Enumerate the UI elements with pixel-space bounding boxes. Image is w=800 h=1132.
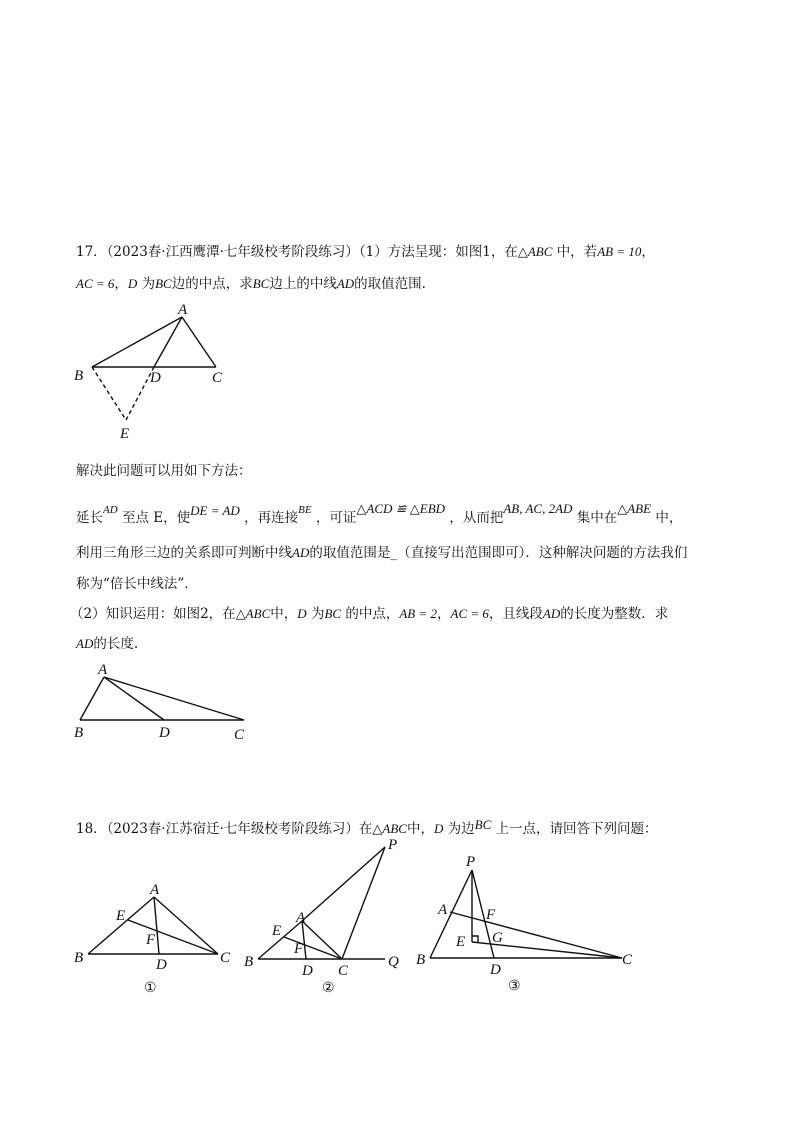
math-d: D xyxy=(433,821,444,836)
math-triangle-abe: △ABE xyxy=(617,501,652,516)
q17-line-1 xyxy=(76,242,655,262)
fig1-label-c: C xyxy=(212,370,223,386)
math-d: D xyxy=(127,276,138,291)
fb-label-a: A xyxy=(296,910,306,926)
math-ab-10: AB = 10 xyxy=(597,244,642,259)
q18-text: 为边 xyxy=(447,821,475,837)
q17-text: 的取值范围是_（直接写出范围即可）．这种解决问题的方法我们 xyxy=(309,545,688,561)
q17-text: ， xyxy=(641,244,655,260)
math-ac-6: AC = 6 xyxy=(76,276,115,291)
fb-label-d: D xyxy=(302,963,313,979)
math-de-ad: DE = AD xyxy=(190,503,240,518)
fb-label-p: P xyxy=(388,837,398,853)
math-triangle-abc: △ABC xyxy=(235,606,271,621)
math-sides: AB, AC, 2AD xyxy=(503,501,573,516)
fa-caption: ① xyxy=(144,981,157,996)
fb-segment-ec xyxy=(284,937,342,959)
fa-label-d: D xyxy=(156,957,167,973)
q17-line-2 xyxy=(76,274,426,294)
math-triangle-abc: △ABC xyxy=(517,244,553,259)
q17-text: 中， xyxy=(270,606,298,622)
fc-caption: ③ xyxy=(508,979,521,994)
q17-source: （2023春·江西鹰潭·七年级校考阶段练习） xyxy=(106,244,359,260)
math-bc: BC xyxy=(474,817,492,832)
fc-label-c: C xyxy=(622,952,633,968)
fc-label-b: B xyxy=(416,952,426,968)
fc-label-a: A xyxy=(438,902,448,918)
math-d: D xyxy=(297,606,307,621)
fa-label-e: E xyxy=(116,908,126,924)
math-ad: AD xyxy=(103,504,118,516)
q17-line-6: 称为“倍长中线法”． xyxy=(76,576,198,592)
q18-source: （2023春·江苏宿迁·七年级校考阶段练习） xyxy=(106,821,359,837)
q17-text: 为 xyxy=(310,606,325,622)
q17-text: 的长度. xyxy=(93,636,139,652)
q17-text: 边的中点，求 xyxy=(171,276,253,292)
fb-label-f: F xyxy=(294,941,304,957)
fc-label-d: D xyxy=(490,962,501,978)
q17-line-7 xyxy=(70,604,668,624)
fig2-segment-ac xyxy=(104,677,244,720)
math-ac-6: AC = 6 xyxy=(450,606,489,621)
fc-label-f: F xyxy=(486,907,496,923)
fa-segment-ac xyxy=(154,897,218,954)
math-ad: AD xyxy=(292,545,310,560)
fb-segment-pc xyxy=(342,847,385,959)
fb-segment-ap xyxy=(302,847,385,921)
fig2-label-d: D xyxy=(159,725,170,741)
fc-segment-ac xyxy=(450,912,622,958)
fa-label-a: A xyxy=(150,882,160,898)
fc-right-angle-mark xyxy=(472,936,478,942)
q17-method-intro: 解决此问题可以用如下方法： xyxy=(76,463,252,479)
q17-text: 为 xyxy=(141,276,156,292)
q17-text: 集中在 xyxy=(576,510,618,526)
fc-label-p: P xyxy=(466,854,476,870)
fig1-segment-ac xyxy=(182,317,216,367)
fig2-label-a: A xyxy=(98,662,108,678)
q17-text: ，可证 xyxy=(315,510,357,526)
math-ad: AD xyxy=(336,276,355,291)
q17-text: 中，若 xyxy=(556,244,598,260)
math-bc: BC xyxy=(324,606,342,621)
math-ad: AD xyxy=(542,606,561,621)
q17-text: 至点 E，使 xyxy=(121,510,191,526)
q17-text: 延长 xyxy=(76,510,103,526)
fb-label-e: E xyxy=(272,923,282,939)
q18-text: 中， xyxy=(406,821,434,837)
figure-2 xyxy=(70,660,260,745)
math-bc: BC xyxy=(252,276,270,291)
q17-line-4 xyxy=(76,492,682,535)
q18-text: 在 xyxy=(358,821,373,837)
fb-label-q: Q xyxy=(388,954,399,970)
fig2-segment-ad xyxy=(104,677,164,720)
fb-caption: ② xyxy=(322,981,335,996)
q17-line-8 xyxy=(76,634,138,654)
math-bc: BC xyxy=(155,276,172,291)
figure-1 xyxy=(70,300,240,445)
q17-text: 边上的中线 xyxy=(269,276,337,292)
q17-text: 中， xyxy=(655,510,683,526)
q17-text: （2）知识运用：如图2，在 xyxy=(70,606,236,622)
fc-segment-bp xyxy=(430,870,472,958)
q17-text: 的长度为整数．求 xyxy=(560,606,669,622)
q17-text: ，再连接 xyxy=(244,510,299,526)
fig1-segment-be xyxy=(92,367,126,420)
q17-text: 的中点， xyxy=(345,606,400,622)
q17-number: 17． xyxy=(76,244,107,260)
fig2-label-c: C xyxy=(234,727,245,743)
fb-segment-ac xyxy=(302,921,342,959)
fb-label-b: B xyxy=(244,954,254,970)
q18-text: 上一点，请回答下列问题： xyxy=(495,821,658,837)
fb-label-c: C xyxy=(338,963,349,979)
fa-label-c: C xyxy=(220,950,231,966)
math-be: BE xyxy=(298,504,312,516)
q18-number: 18． xyxy=(76,821,107,837)
fig2-segment-ba xyxy=(80,677,104,720)
fig1-label-d: D xyxy=(150,370,161,386)
fig1-label-a: A xyxy=(178,302,188,318)
q17-text: 的取值范围. xyxy=(354,276,426,292)
q17-line-5 xyxy=(76,543,687,563)
fc-label-g: G xyxy=(492,930,503,946)
fc-label-e: E xyxy=(456,934,466,950)
math-congruence: △ACD ≌ △EBD xyxy=(356,501,446,516)
q17-text: ， xyxy=(114,276,128,292)
fa-label-f: F xyxy=(146,932,156,948)
math-ab-2: AB = 2 xyxy=(399,606,438,621)
q17-text: 利用三角形三边的关系即可判断中线 xyxy=(76,545,292,561)
q17-text: ，且线段 xyxy=(488,606,543,622)
figure-18-3 xyxy=(410,850,640,1000)
figure-18-1 xyxy=(70,878,240,998)
q17-text: ，从而把 xyxy=(449,510,504,526)
q17-text: （1）方法呈现：如图1，在 xyxy=(358,244,518,260)
math-triangle-abc: △ABC xyxy=(372,821,407,836)
fa-label-b: B xyxy=(74,950,84,966)
fig1-label-b: B xyxy=(74,368,84,384)
q17-text: ， xyxy=(437,606,451,622)
figure-18-2 xyxy=(240,835,410,1000)
fig2-label-b: B xyxy=(74,725,84,741)
fig1-label-e: E xyxy=(120,426,130,442)
fa-segment-ec xyxy=(128,920,218,954)
math-ad: AD xyxy=(76,636,94,651)
